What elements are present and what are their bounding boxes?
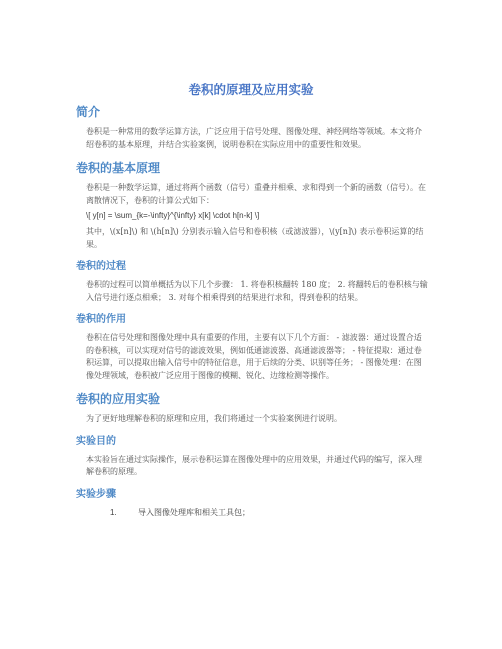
list-item-number: 1. [110, 507, 117, 517]
convolution-formula: \[ y[n] = \sum_{k=-\infty}^{\infty} x[k] \cdot h[n-k] \] [86, 211, 260, 220]
process-paragraph: 卷积的过程可以简单概括为以下几个步骤： 1. 将卷积核翻转 180 度； 2. 将翻转后的卷积核与输入信号进行逐点相乘； 3. 对每个相乘得到的结果进行求和，得到卷积的结果。 [86, 280, 428, 302]
experiment-paragraph: 为了更好地理解卷积的原理和应用，我们将通过一个实验案例进行说明。 [86, 414, 342, 423]
list-item [76, 507, 428, 519]
section-heading-experiment: 卷积的应用实验 [76, 392, 161, 406]
subsection-heading-steps: 实验步骤 [76, 488, 116, 500]
basic-paragraph: 卷积是一种数学运算，通过将两个函数（信号）重叠并相乘、求和得到一个新的函数（信号）。在离散情况下，卷积的计算公式如下： [86, 183, 426, 205]
subsection-heading-process: 卷积的过程 [76, 261, 126, 272]
document-title: 卷积的原理及应用实验 [188, 82, 314, 97]
list-item-text: 导入图像处理库和相关工具包； [138, 507, 250, 517]
section-heading-basic: 卷积的基本原理 [76, 161, 161, 175]
subsection-heading-role: 卷积的作用 [76, 314, 126, 325]
intro-paragraph: 卷积是一种常用的数学运算方法，广泛应用于信号处理、图像处理、神经网络等领域。本文将介绍卷积的基本原理，并结合实验案例，说明卷积在实际应用中的重要性和效果。 [86, 127, 422, 149]
subsection-heading-purpose: 实验目的 [76, 435, 116, 447]
role-paragraph: 卷积在信号处理和图像处理中具有重要的作用，主要有以下几个方面： - 滤波器：通过设置合适的卷积核，可以实现对信号的滤波效果，例如低通滤波器、高通滤波器等； - 特征提取：通过卷积运算，可以提取出输入信号中的特征信息，用于后续的分类、识别等任务； - 图像处理：在图像处理领域，卷积被广泛应用于图像的模糊、锐化、边缘检测等操作。 [86, 333, 422, 380]
document-body [76, 104, 428, 519]
purpose-paragraph: 本实验旨在通过实际操作，展示卷积运算在图像处理中的应用效果，并通过代码的编写，深入理解卷积的原理。 [86, 454, 422, 476]
steps-list [76, 507, 428, 519]
section-heading-intro: 简介 [76, 105, 101, 119]
basic-explanation: 其中，\(x[n]\) 和 \(h[n]\) 分别表示输入信号和卷积核（或滤波器），\(y[n]\) 表示卷积运算的结果。 [86, 227, 424, 249]
